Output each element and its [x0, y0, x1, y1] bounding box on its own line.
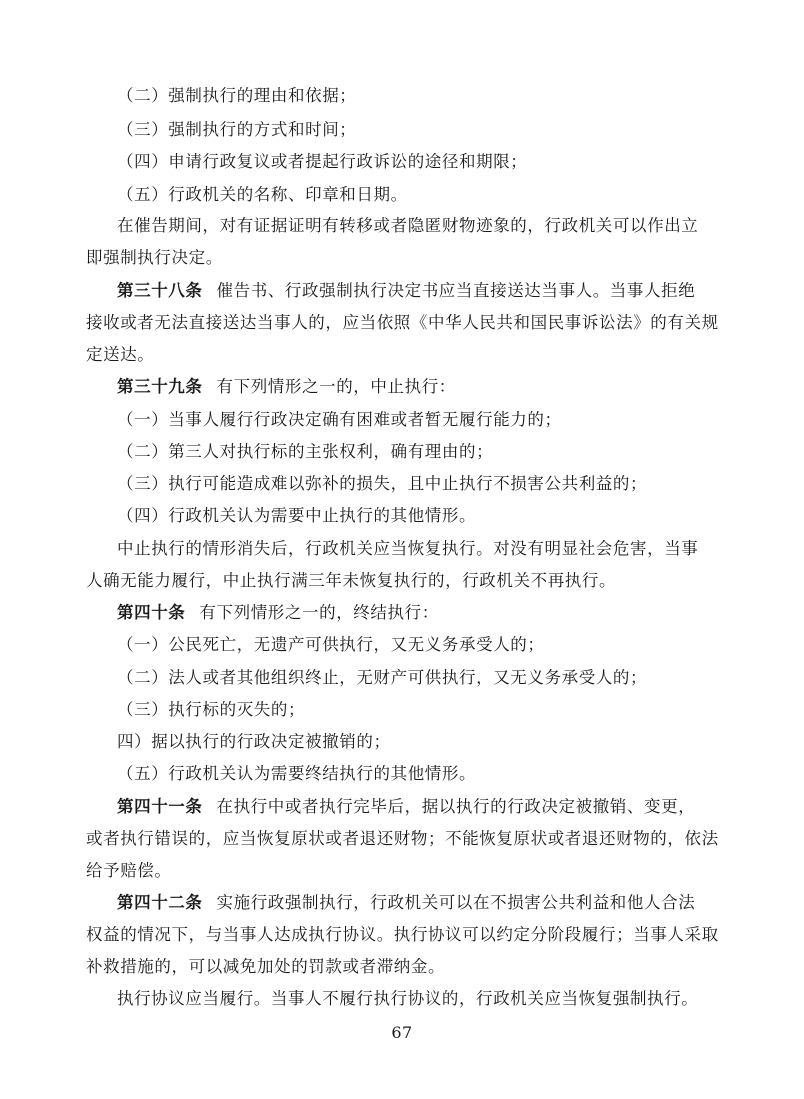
text-line: 执行协议应当履行。当事人不履行执行协议的，行政机关应当恢复强制执行。 — [117, 989, 699, 1008]
text-line: （一）当事人履行行政决定确有困难或者暂无履行能力的； — [117, 410, 562, 429]
text-line: 定送达。 — [86, 345, 155, 364]
text-line: （四）申请行政复议或者提起行政诉讼的途径和期限； — [117, 152, 528, 171]
text-line: 有下列情形之一的，终结执行： — [199, 603, 439, 622]
text-line: 或者执行错误的，应当恢复原状或者退还财物；不能恢复原状或者退还财物的，依法 — [86, 829, 719, 848]
text-line: （三）执行标的灭失的； — [117, 700, 306, 719]
article-42-line — [117, 891, 695, 915]
text-line: （三）执行可能造成难以弥补的损失，且中止执行不损害公共利益的； — [117, 474, 648, 493]
article-40-line — [117, 601, 439, 625]
article-heading: 第三十八条 — [117, 281, 203, 300]
article-heading: 第四十一条 — [117, 797, 203, 816]
text-line: 补救措施的，可以减免加处的罚款或者滞纳金。 — [86, 957, 446, 976]
page-number: 67 — [391, 1023, 413, 1042]
text-line: （三）强制执行的方式和时间； — [117, 120, 357, 139]
text-line: （二）法人或者其他组织终止，无财产可供执行，又无义务承受人的； — [117, 668, 648, 687]
article-38-line — [117, 279, 695, 303]
text-line: 人确无能力履行，中止执行满三年未恢复执行的，行政机关不再执行。 — [86, 571, 617, 590]
article-41-line — [117, 795, 695, 819]
text-line: 中止执行的情形消失后，行政机关应当恢复执行。对没有明显社会危害，当事 — [117, 539, 699, 558]
text-line: 有下列情形之一的，中止执行： — [216, 377, 456, 396]
text-line: 接收或者无法直接送达当事人的，应当依照《中华人民共和国民事诉讼法》的有关规 — [86, 313, 719, 332]
text-line: 权益的情况下，与当事人达成执行协议。执行协议可以约定分阶段履行；当事人采取 — [86, 925, 719, 944]
text-line: （五）行政机关的名称、印章和日期。 — [117, 185, 408, 204]
text-line: （二）第三人对执行标的主张权利，确有理由的； — [117, 442, 494, 461]
text-line: （一）公民死亡，无遗产可供执行，又无义务承受人的； — [117, 635, 545, 654]
text-line: （四）行政机关认为需要中止执行的其他情形。 — [117, 506, 477, 525]
text-line: 实施行政强制执行，行政机关可以在不损害公共利益和他人合法 — [216, 893, 696, 912]
text-line: 催告书、行政强制执行决定书应当直接送达当事人。当事人拒绝 — [216, 281, 696, 300]
text-line: 给予赔偿。 — [86, 861, 172, 880]
text-line: 在催告期间，对有证据证明有转移或者隐匿财物迹象的，行政机关可以作出立 — [117, 216, 699, 235]
text-line: （二）强制执行的理由和依据； — [117, 86, 357, 105]
text-line: 即强制执行决定。 — [86, 248, 223, 267]
article-heading: 第四十条 — [117, 603, 186, 622]
text-line: 四）据以执行的行政决定被撤销的； — [117, 732, 391, 751]
article-39-line — [117, 375, 456, 399]
text-line: 在执行中或者执行完毕后，据以执行的行政决定被撤销、变更， — [216, 797, 696, 816]
article-heading: 第三十九条 — [117, 377, 203, 396]
article-heading: 第四十二条 — [117, 893, 203, 912]
text-line: （五）行政机关认为需要终结执行的其他情形。 — [117, 764, 477, 783]
